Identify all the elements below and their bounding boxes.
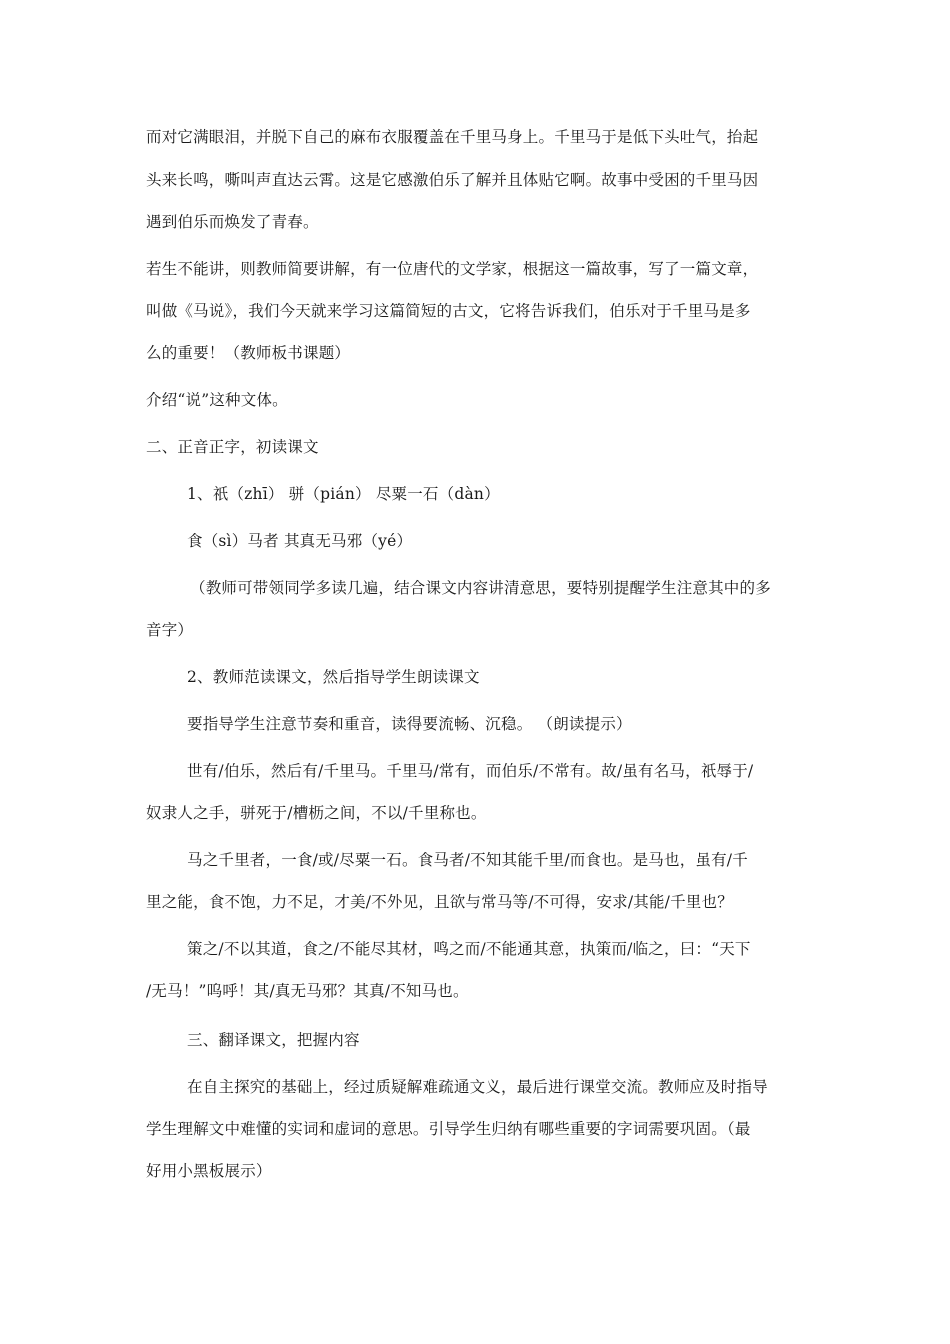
text-line: 介绍“说”这种文体。 — [146, 391, 288, 409]
text-line: 食（sì）马者 其真无马邪（yé） — [187, 532, 413, 550]
text-line: 2、教师范读课文，然后指导学生朗读课文 — [187, 668, 480, 686]
text-line: （教师可带领同学多读几遍，结合课文内容讲清意思，要特别提醒学生注意其中的多 — [190, 579, 771, 597]
text-line: 要指导学生注意节奏和重音，读得要流畅、沉稳。 （朗读提示） — [187, 715, 632, 733]
text-line: 么的重要！（教师板书课题） — [146, 344, 351, 362]
text-line: 奴隶人之手，骈死于/槽枥之间，不以/千里称也。 — [146, 804, 487, 822]
text-line: 世有/伯乐，然后有/千里马。千里马/常有，而伯乐/不常有。故/虽有名马，祇辱于/ — [187, 762, 754, 780]
text-line: 好用小黑板展示） — [146, 1162, 272, 1180]
text-line: 里之能，食不饱，力不足，才美/不外见，且欲与常马等/不可得，安求/其能/千里也？ — [146, 893, 733, 911]
section-heading: 二、正音正字，初读课文 — [146, 438, 319, 456]
text-line: 在自主探究的基础上，经过质疑解难疏通文义，最后进行课堂交流。教师应及时指导 — [187, 1078, 768, 1096]
text-line: /无马！”呜呼！其/真无马邪？其真/不知马也。 — [146, 982, 469, 1000]
text-line: 学生理解文中难懂的实词和虚词的意思。引导学生归纳有哪些重要的字词需要巩固。（最 — [146, 1120, 751, 1138]
text-line: 策之/不以其道，食之/不能尽其材，鸣之而/不能通其意，执策而/临之，曰：“天下 — [187, 940, 751, 958]
text-line: 音字） — [146, 621, 194, 639]
text-line: 若生不能讲，则教师简要讲解，有一位唐代的文学家，根据这一篇故事，写了一篇文章， — [146, 260, 759, 278]
text-line: 叫做《马说》，我们今天就来学习这篇简短的古文，它将告诉我们，伯乐对于千里马是多 — [146, 302, 751, 320]
text-line: 遇到伯乐而焕发了青春。 — [146, 213, 319, 231]
section-heading: 三、翻译课文，把握内容 — [187, 1031, 360, 1049]
text-line: 而对它满眼泪，并脱下自己的麻布衣服覆盖在千里马身上。千里马于是低下头吐气，抬起 — [146, 128, 759, 146]
text-line: 马之千里者，一食/或/尽粟一石。食马者/不知其能千里/而食也。是马也，虽有/千 — [187, 851, 748, 869]
text-line: 1、祇（zhī） 骈（pián） 尽粟一石（dàn） — [187, 485, 500, 503]
text-line: 头来长鸣，嘶叫声直达云霄。这是它感激伯乐了解并且体贴它啊。故事中受困的千里马因 — [146, 171, 759, 189]
